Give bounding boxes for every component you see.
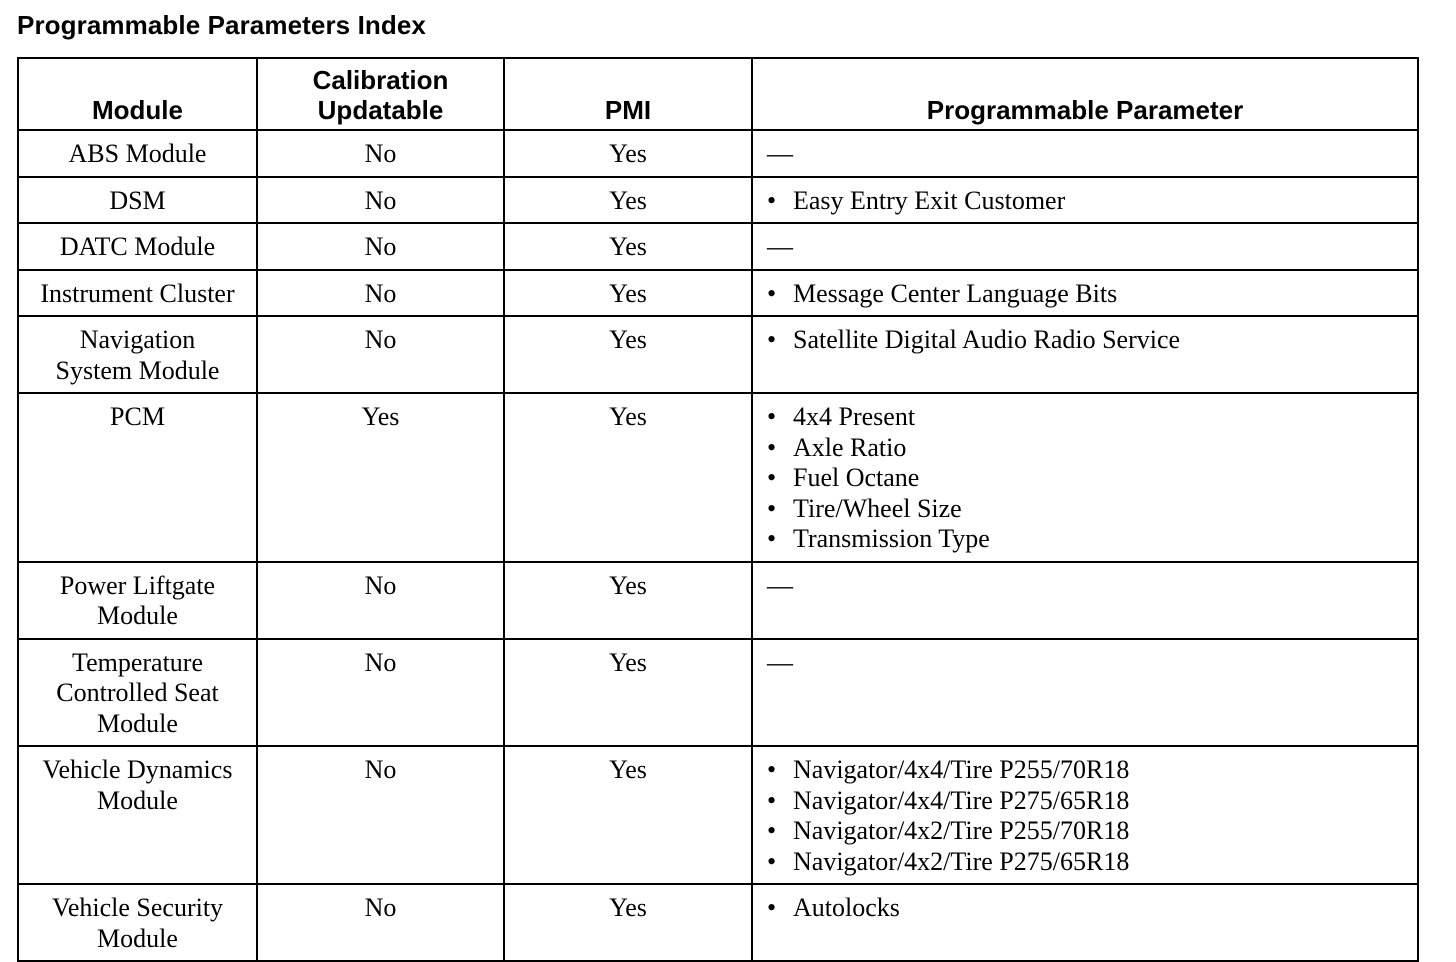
module-name-line: System Module: [55, 355, 220, 385]
table-row: [18, 130, 1418, 177]
bullet-icon: •: [767, 785, 777, 815]
module-name-line: Module: [97, 923, 178, 953]
module-name-line: Module: [97, 708, 178, 738]
table-row: [18, 884, 1418, 961]
cell-module: [18, 562, 257, 639]
cell-module: [18, 177, 257, 224]
table-row: [18, 316, 1418, 393]
cell-module: [18, 639, 257, 747]
table-body: [18, 130, 1418, 961]
cell-module: [18, 130, 257, 177]
parameter-text: 4x4 Present: [793, 402, 916, 431]
table-row: [18, 562, 1418, 639]
parameter-text: Satellite Digital Audio Radio Service: [793, 325, 1181, 354]
cell-calibration-updatable: No: [257, 270, 504, 317]
parameter-text: Axle Ratio: [793, 432, 907, 462]
bullet-icon: •: [767, 463, 777, 492]
bullet-icon: •: [767, 432, 777, 462]
module-name-line: Vehicle Security: [51, 893, 224, 922]
parameter-item: [767, 433, 1417, 464]
bullet-icon: •: [767, 893, 777, 922]
module-name-line: Temperature: [72, 647, 203, 677]
parameter-item: [767, 279, 1417, 310]
parameter-item: [767, 816, 1417, 847]
bullet-icon: •: [767, 493, 777, 523]
parameter-item: [767, 494, 1417, 525]
header-calibration-line1: Calibration: [312, 65, 449, 95]
table-row: [18, 393, 1418, 562]
header-pmi: PMI: [504, 58, 752, 130]
cell-programmable-parameter: [752, 270, 1418, 317]
cell-module: [18, 746, 257, 884]
header-programmable-parameter: Programmable Parameter: [752, 58, 1418, 130]
cell-pmi: Yes: [504, 130, 752, 177]
parameter-item: [767, 847, 1417, 878]
empty-dash: —: [767, 647, 793, 677]
parameter-text: Transmission Type: [793, 524, 990, 553]
cell-programmable-parameter: [752, 562, 1418, 639]
cell-calibration-updatable: No: [257, 562, 504, 639]
cell-module: [18, 393, 257, 562]
module-name-line: ABS Module: [68, 139, 207, 168]
table-row: [18, 223, 1418, 270]
parameter-item: [767, 325, 1417, 356]
module-name-line: Module: [97, 601, 178, 630]
cell-programmable-parameter: [752, 746, 1418, 884]
cell-pmi: Yes: [504, 884, 752, 961]
cell-programmable-parameter: [752, 130, 1418, 177]
cell-pmi: Yes: [504, 316, 752, 393]
cell-calibration-updatable: Yes: [257, 393, 504, 562]
empty-dash: —: [767, 570, 793, 600]
cell-pmi: Yes: [504, 562, 752, 639]
module-name-line: Vehicle Dynamics: [42, 755, 233, 784]
cell-programmable-parameter: [752, 639, 1418, 747]
parameter-item: [767, 463, 1417, 494]
cell-calibration-updatable: No: [257, 746, 504, 884]
module-name-line: PCM: [110, 402, 165, 431]
parameter-text: Autolocks: [793, 893, 900, 922]
bullet-icon: •: [767, 278, 777, 308]
bullet-icon: •: [767, 185, 777, 215]
cell-module: [18, 316, 257, 393]
cell-calibration-updatable: No: [257, 316, 504, 393]
cell-calibration-updatable: No: [257, 884, 504, 961]
table-row: [18, 746, 1418, 884]
parameter-item: [767, 402, 1417, 433]
parameter-text: Message Center Language Bits: [793, 278, 1118, 308]
cell-programmable-parameter: [752, 177, 1418, 224]
empty-dash: —: [767, 139, 793, 168]
parameters-table: [17, 57, 1419, 962]
parameter-item: [767, 893, 1417, 924]
parameter-text: Navigator/4x2/Tire P255/70R18: [793, 816, 1130, 845]
bullet-icon: •: [767, 325, 777, 354]
cell-pmi: Yes: [504, 393, 752, 562]
module-name-line: Power Liftgate: [59, 570, 216, 600]
cell-calibration-updatable: No: [257, 639, 504, 747]
parameter-item: [767, 524, 1417, 555]
header-row: [18, 58, 1418, 130]
table-row: [18, 270, 1418, 317]
parameter-text: Navigator/4x4/Tire P255/70R18: [793, 755, 1130, 784]
module-name-line: Controlled Seat: [56, 678, 219, 707]
bullet-icon: •: [767, 816, 777, 845]
cell-pmi: Yes: [504, 639, 752, 747]
parameter-text: Fuel Octane: [793, 463, 920, 492]
module-name-line: Module: [97, 785, 178, 815]
cell-module: [18, 884, 257, 961]
cell-programmable-parameter: [752, 223, 1418, 270]
table-row: [18, 639, 1418, 747]
cell-calibration-updatable: No: [257, 223, 504, 270]
parameter-item: [767, 186, 1417, 217]
bullet-icon: •: [767, 524, 777, 553]
cell-pmi: Yes: [504, 270, 752, 317]
page-title: Programmable Parameters Index: [17, 10, 426, 40]
module-name-line: Navigation: [79, 325, 196, 354]
cell-pmi: Yes: [504, 177, 752, 224]
cell-pmi: Yes: [504, 223, 752, 270]
cell-module: [18, 223, 257, 270]
parameter-text: Easy Entry Exit Customer: [793, 185, 1066, 215]
parameter-item: [767, 786, 1417, 817]
parameter-item: [767, 755, 1417, 786]
cell-module: [18, 270, 257, 317]
bullet-icon: •: [767, 402, 777, 431]
module-name-line: DSM: [109, 185, 166, 215]
cell-calibration-updatable: No: [257, 130, 504, 177]
cell-calibration-updatable: No: [257, 177, 504, 224]
cell-programmable-parameter: [752, 316, 1418, 393]
cell-programmable-parameter: [752, 884, 1418, 961]
header-calibration-line2: Updatable: [317, 95, 444, 125]
bullet-icon: •: [767, 846, 777, 876]
cell-programmable-parameter: [752, 393, 1418, 562]
header-module: Module: [18, 58, 257, 130]
parameter-text: Tire/Wheel Size: [793, 493, 962, 523]
bullet-icon: •: [767, 755, 777, 784]
empty-dash: —: [767, 232, 793, 261]
header-calibration-updatable: [257, 58, 504, 130]
module-name-line: Instrument Cluster: [40, 278, 235, 308]
cell-pmi: Yes: [504, 746, 752, 884]
parameter-text: Navigator/4x4/Tire P275/65R18: [793, 785, 1130, 815]
table-row: [18, 177, 1418, 224]
parameter-text: Navigator/4x2/Tire P275/65R18: [793, 846, 1130, 876]
module-name-line: DATC Module: [59, 232, 216, 261]
